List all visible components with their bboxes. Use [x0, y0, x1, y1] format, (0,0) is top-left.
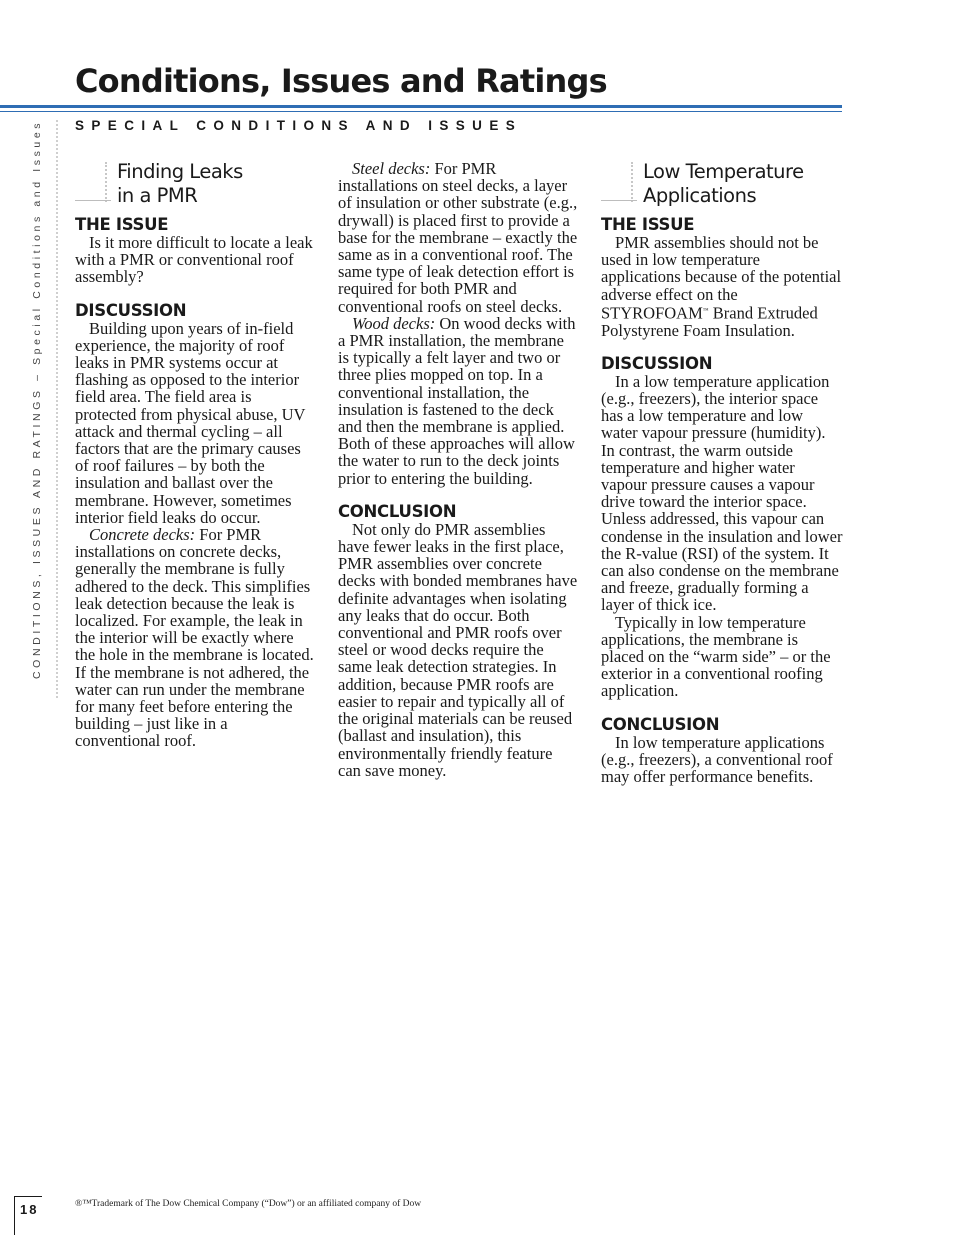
column-decks: [338, 160, 579, 779]
issue-heading: THE ISSUE: [75, 215, 169, 234]
issue-text-part-1: PMR assemblies should not be used in low temperature applications because of the potential adverse effect on the STYROFOAM: [601, 233, 842, 323]
concrete-decks-label: Concrete decks:: [89, 525, 196, 545]
steel-decks-paragraph: [338, 160, 579, 315]
heading-marker: [105, 162, 107, 202]
wood-decks-label: Wood decks:: [352, 313, 436, 333]
trademark-symbol: ™: [702, 307, 709, 314]
title-rule-thin: [0, 111, 842, 112]
vertical-running-head: [31, 120, 45, 698]
box-heading-low-temperature: [601, 160, 843, 208]
issue-heading: THE ISSUE: [601, 215, 695, 234]
issue-paragraph: [601, 234, 843, 339]
running-head-separator: –: [31, 365, 43, 388]
page-number: 18: [20, 1202, 39, 1217]
running-head-caps: CONDITIONS, ISSUES AND RATINGS: [31, 387, 43, 680]
box-heading-line-2: in a PMR: [117, 184, 198, 207]
box-heading-line-1: Finding Leaks: [117, 160, 243, 183]
discussion-heading: DISCUSSION: [75, 300, 187, 320]
conclusion-heading: CONCLUSION: [601, 714, 720, 734]
conclusion-paragraph: In low temperature applications (e.g., freezers), a conventional roof may offer performance benefits.: [601, 732, 833, 786]
heading-marker: [631, 162, 633, 202]
wood-decks-paragraph: [338, 315, 579, 487]
steel-decks-label: Steel decks:: [352, 159, 431, 178]
issue-paragraph: Is it more difficult to locate a leak with a PMR or conventional roof assembly?: [75, 233, 313, 287]
running-head-rest: Special Conditions and Issues: [31, 120, 43, 366]
box-heading-finding-leaks: [75, 160, 316, 208]
wood-decks-text: On wood decks with a PMR installation, the membrane is typically a felt layer and two or three plies mopped on top. In a conventional installation, the insulation is fastened to the deck and then the membrane is applied. Both of these approaches will allow the water to run to the deck joints prior to entering the building.: [338, 313, 576, 488]
issue-text-part-2: Brand Extruded Polystyrene Foam Insulation.: [601, 303, 818, 340]
discussion-paragraph-2: Typically in low temperature applications, the membrane is placed on the “warm side” – or the exterior in a conventional roofing application.: [601, 612, 831, 701]
box-heading-line-1: Low Temperature: [643, 160, 804, 183]
heading-marker-base: [75, 200, 111, 201]
dotted-guide: [56, 120, 58, 698]
steel-decks-text: For PMR installations on steel decks, a layer of insulation or other substrate (e.g., drywall) is placed first to provide a base for the membrane – exactly the same as in a conventional roof. The same type of leak detection effort is required for both PMR and conventional roofs on steel decks.: [338, 159, 578, 316]
box-heading-line-2: Applications: [643, 184, 757, 207]
conclusion-paragraph: Not only do PMR assemblies have fewer leaks in the first place, PMR assemblies over concrete decks with bonded membranes have definite advantages when isolating any leaks that do occur. Both conventional and PMR roofs over steel or wood decks require the same leak detection strategies. In addition, because PMR roofs are easier to repair and typically all of the original materials can be reused (ballast and insulation), this environmentally friendly feature can save money.: [338, 519, 578, 780]
discussion-heading: DISCUSSION: [601, 353, 713, 373]
trademark-footnote: ®™Trademark of The Dow Chemical Company (“Dow”) or an affiliated company of Dow: [75, 1199, 422, 1209]
concrete-decks-text: For PMR installations on concrete decks, generally the membrane is fully adhered to the deck. This simplifies leak detection because the leak is localized. For example, the leak in the interior will be exactly where the hole in the membrane is located. If the membrane is not adhered, the water can run under the membrane for many feet before entering the building – just like in a conventional roof.: [75, 525, 314, 751]
page-number-rule: [14, 1196, 42, 1197]
concrete-decks-paragraph: [75, 526, 316, 750]
heading-marker-base: [601, 200, 637, 201]
page-number-bar: [14, 1196, 15, 1235]
discussion-paragraph-1: In a low temperature application (e.g., freezers), the interior space has a low temperature and low water vapour pressure (humidity). In contrast, the warm outside temperature and higher water vapour pressure causes a vapour drive toward the interior space. Unless addressed, this vapour can condense in the insulation and lower the R-value (RSI) of the system. It can also condense on the membrane and freeze, gradually forming a layer of thick ice.: [601, 371, 843, 615]
column-low-temperature: [601, 160, 843, 785]
title-rule-thick: [0, 105, 842, 108]
discussion-paragraph: Building upon years of in-field experience, the majority of roof leaks in PMR systems occur at flashing as opposed to the interior field area. The field area is protected from physical abuse, UV attack and thermal cycling – all factors that are the primary causes of roof failures – by both the insulation and ballast over the membrane. However, sometimes interior field leaks do occur.: [75, 318, 306, 527]
page-title: Conditions, Issues and Ratings: [75, 62, 607, 100]
column-finding-leaks: [75, 160, 316, 750]
section-header: SPECIAL CONDITIONS AND ISSUES: [75, 118, 523, 133]
conclusion-heading: CONCLUSION: [338, 501, 457, 521]
